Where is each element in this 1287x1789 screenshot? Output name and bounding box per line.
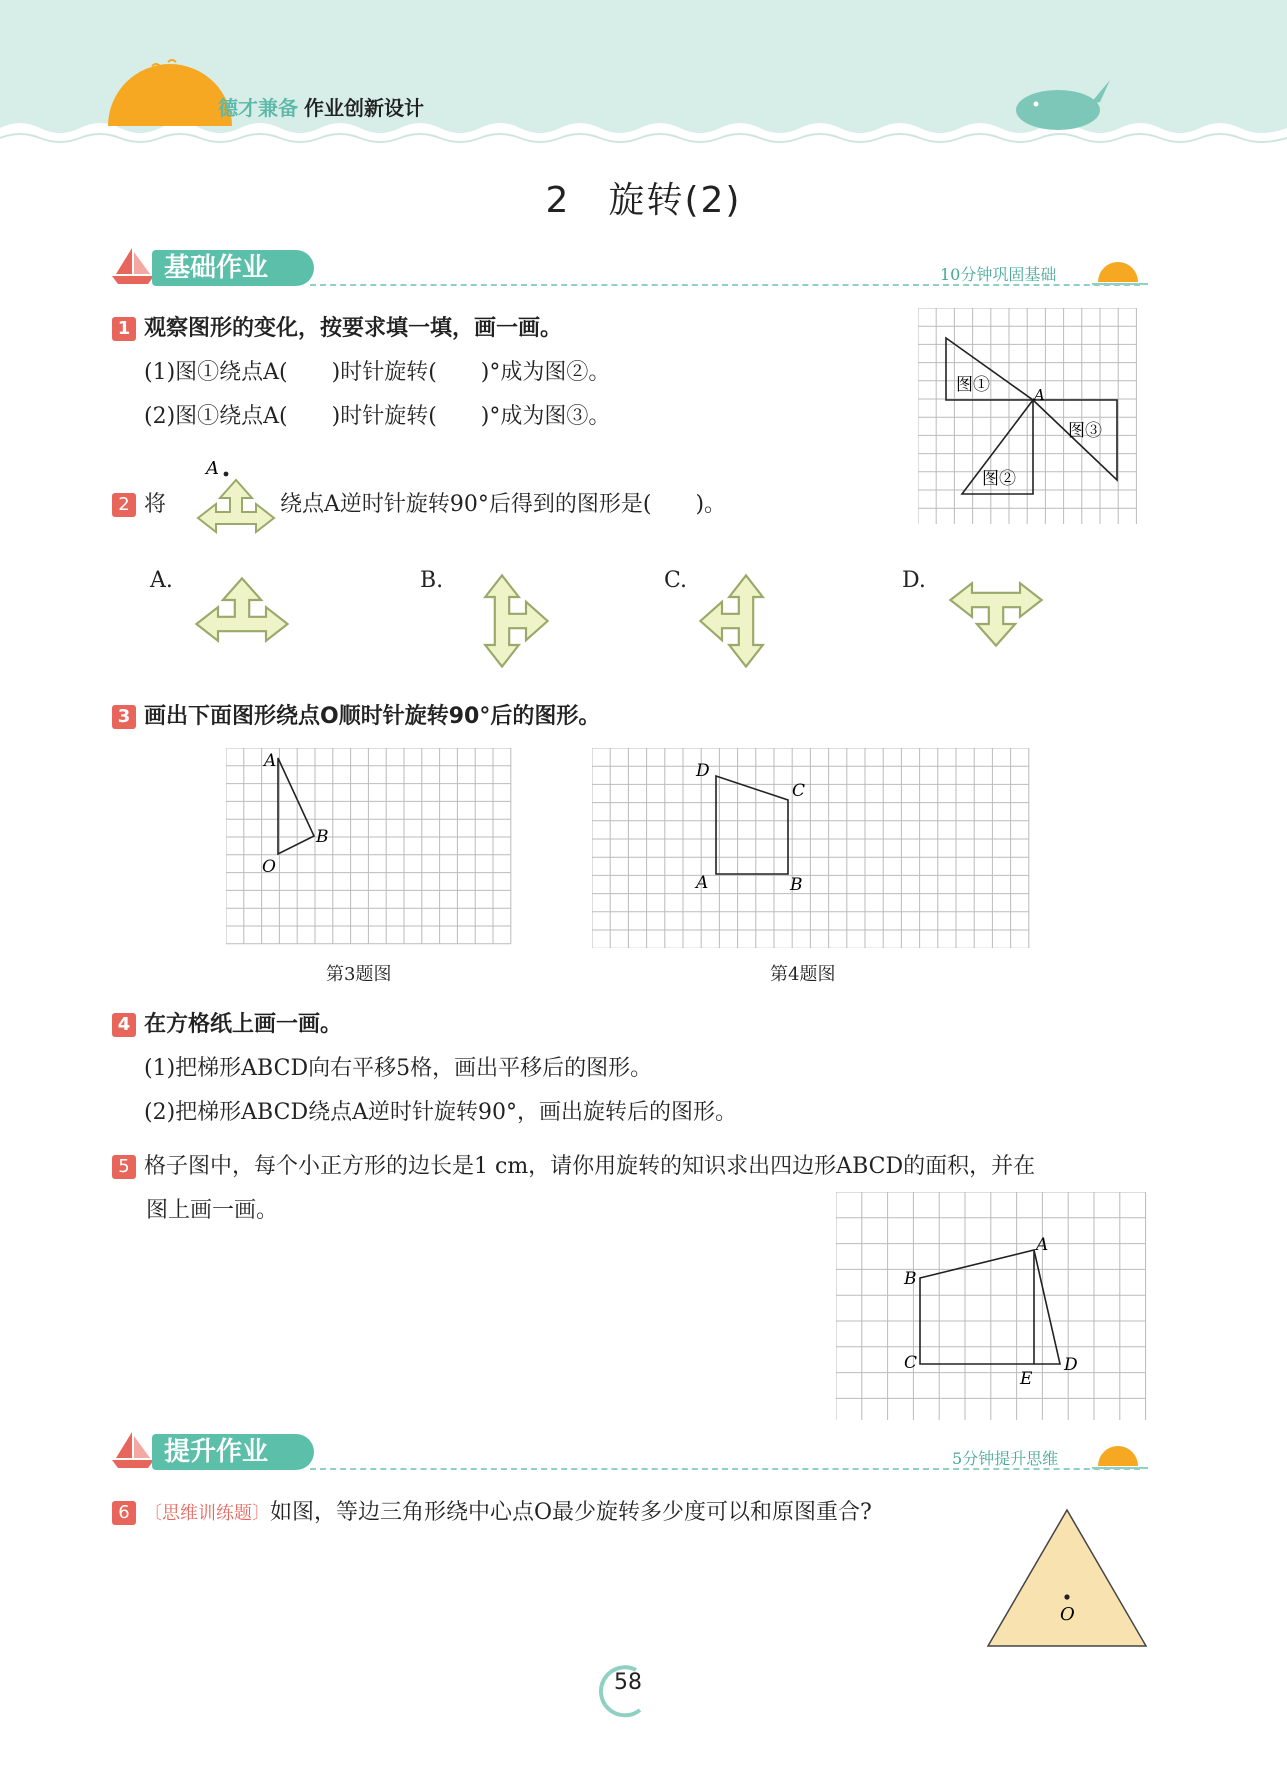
q2-option-d-figure[interactable] <box>936 560 1056 660</box>
sun-small-icon-2 <box>1092 1438 1148 1472</box>
q2-option-a-figure[interactable] <box>186 566 298 666</box>
q4-sub1: (1)把梯形ABCD向右平移5格，画出平移后的图形。 <box>144 1056 653 1081</box>
q5-grid <box>836 1192 1146 1420</box>
q4-figure[interactable] <box>592 748 1034 948</box>
q4-grid <box>592 748 1029 948</box>
sun-small-icon <box>1092 254 1148 288</box>
page-title: 2 旋转(2) <box>545 180 742 221</box>
q2-prompt-pre <box>112 490 166 520</box>
q2-option-d[interactable]: D. <box>902 568 926 593</box>
section-advanced-banner: 提升作业 <box>152 1434 314 1470</box>
q1-sub1: (1)图①绕点A( )时针旋转( )°成为图②。 <box>144 360 611 385</box>
page-number: 58 <box>614 1670 642 1695</box>
fig1-label: 图① <box>956 375 990 395</box>
q5-label-b: B <box>904 1269 917 1289</box>
brand-dark: 作业创新设计 <box>304 96 424 120</box>
q4-label-d: D <box>696 761 710 781</box>
q4-label-b: B <box>790 875 803 895</box>
q6-equilateral-triangle <box>988 1510 1146 1646</box>
q1-number: 1 <box>112 317 136 341</box>
fig3-label: 图③ <box>1068 421 1102 441</box>
q4-label-a: A <box>696 873 709 893</box>
q3-triangle <box>278 758 314 854</box>
q3-figure[interactable] <box>226 748 512 948</box>
q1-figure <box>918 308 1148 524</box>
q5-prompt <box>112 1152 1035 1182</box>
q2-point-label: A <box>206 460 219 479</box>
q3-grid <box>226 748 511 944</box>
header-decoration <box>0 0 1287 160</box>
q4-number: 4 <box>112 1013 136 1037</box>
q3-number: 3 <box>112 705 136 729</box>
section-basic-banner: 基础作业 <box>152 250 314 286</box>
q4-label-c: C <box>792 781 806 801</box>
q4-caption: 第4题图 <box>770 964 836 985</box>
q1-prompt <box>112 314 562 344</box>
q6-prompt <box>112 1498 872 1529</box>
q2-option-a[interactable]: A. <box>150 568 173 593</box>
q5-label-d: D <box>1064 1355 1078 1375</box>
q3-label-o: O <box>262 857 276 877</box>
section-advanced-note: 5分钟提升思维 <box>952 1449 1059 1468</box>
q6-center-point <box>1064 1594 1069 1599</box>
q5-line1: 格子图中，每个小正方形的边长是1 cm，请你用旋转的知识求出四边形ABCD的面积，并在 <box>144 1154 1036 1179</box>
brand <box>218 92 424 121</box>
q2-number: 2 <box>112 493 136 517</box>
section-basic-note: 10分钟巩固基础 <box>940 265 1057 284</box>
q6-point-label: O <box>1060 1604 1075 1625</box>
q6-number: 6 <box>112 1501 136 1525</box>
q2-option-c[interactable]: C. <box>664 568 688 593</box>
q3-text: 画出下面图形绕点O顺时针旋转90°后的图形。 <box>144 704 601 729</box>
point-a-label: A <box>1034 386 1045 404</box>
sun-icon <box>108 64 232 126</box>
brand-green: 德才兼备 <box>218 96 298 120</box>
q2-option-c-figure[interactable] <box>696 564 796 678</box>
q6-triangle-figure <box>984 1506 1150 1652</box>
q5-label-a: A <box>1036 1235 1049 1255</box>
q2-option-b[interactable]: B. <box>420 568 444 593</box>
q3-label-b: B <box>316 827 329 847</box>
q6-text: 如图，等边三角形绕中心点O最少旋转多少度可以和原图重合? <box>270 1500 872 1525</box>
q2-option-b-figure[interactable] <box>452 564 552 678</box>
q1-sub2: (2)图①绕点A( )时针旋转( )°成为图③。 <box>144 404 611 429</box>
whale-icon <box>1016 80 1110 130</box>
q5-figure[interactable] <box>836 1192 1148 1420</box>
q2-prompt-post: 绕点A逆时针旋转90°后得到的图形是( )。 <box>280 492 727 517</box>
q2-arrow-shape <box>198 480 274 532</box>
q4-prompt <box>112 1010 342 1040</box>
q3-prompt <box>112 702 600 732</box>
q2-pre: 将 <box>144 492 167 517</box>
q3-caption: 第3题图 <box>326 964 392 985</box>
q6-tag: 〔思维训练题〕 <box>144 1503 270 1524</box>
q4-text: 在方格纸上画一画。 <box>144 1012 343 1037</box>
q2-original-arrow <box>186 460 286 556</box>
sailboat-icon-2 <box>110 1430 156 1470</box>
q3-label-a: A <box>264 751 277 771</box>
q1-grid <box>918 308 1136 524</box>
q5-number: 5 <box>112 1155 136 1179</box>
q5-label-e: E <box>1020 1369 1033 1389</box>
q4-trapezoid <box>716 776 788 874</box>
sailboat-icon <box>110 246 156 286</box>
q4-sub2: (2)把梯形ABCD绕点A逆时针旋转90°，画出旋转后的图形。 <box>144 1100 737 1125</box>
fig2-label: 图② <box>982 469 1016 489</box>
q5-label-c: C <box>904 1353 918 1373</box>
q1-text: 观察图形的变化，按要求填一填，画一画。 <box>144 316 563 341</box>
q5-line2: 图上画一画。 <box>146 1198 279 1223</box>
